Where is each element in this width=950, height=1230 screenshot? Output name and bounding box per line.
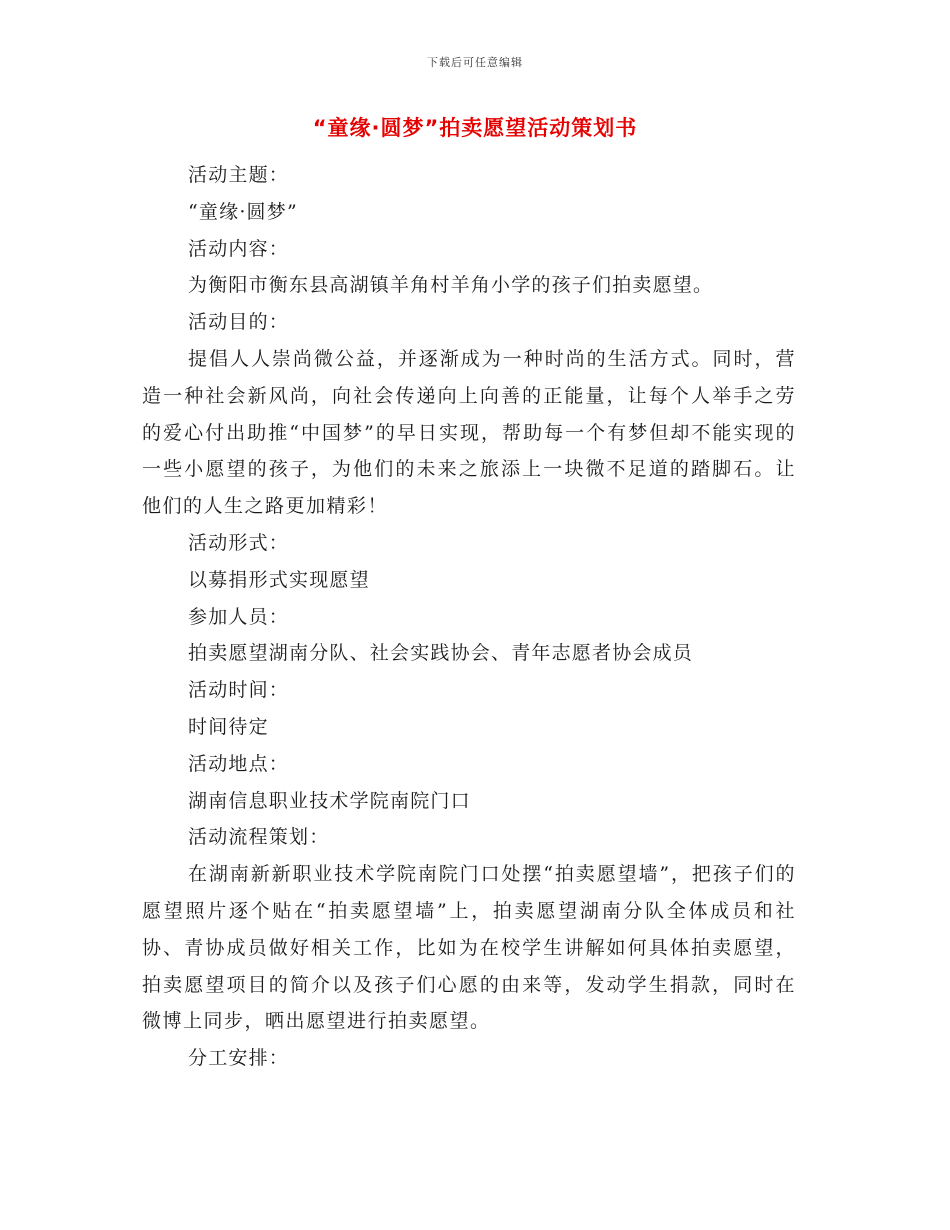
form-label: 活动形式： [188, 531, 290, 554]
theme-label: 活动主题： [188, 164, 290, 186]
content-label: 活动内容： [188, 237, 290, 260]
document-body [142, 157, 796, 1077]
participants-label: 参加人员： [188, 605, 290, 628]
participants-value: 拍卖愿望湖南分队、社会实践协会、青年志愿者协会成员 [188, 642, 694, 665]
theme-value: “童缘·圆梦” [188, 200, 298, 223]
division-label: 分工安排： [188, 1047, 290, 1070]
process-paragraph: 在湖南新新职业技术学院南院门口处摆“拍卖愿望墙”，把孩子们的愿望照片逐个贴在“拍卖愿望墙”上，拍卖愿望湖南分队全体成员和社协、青协成员做好相关工作，比如为在校学生讲解如何具体拍卖愿望，拍卖愿望项目的简介以及孩子们心愿的由来等，发动学生捐款，同时在微博上同步，晒出愿望进行拍卖愿望。 [142, 863, 796, 1033]
location-label: 活动地点： [188, 752, 290, 775]
time-value: 时间待定 [188, 715, 269, 738]
purpose-paragraph: 提倡人人崇尚微公益，并逐渐成为一种时尚的生活方式。同时，营造一种社会新风尚，向社会传递向上向善的正能量，让每个人举手之劳的爱心付出助推“中国梦”的早日实现，帮助每一个有梦但却不能实现的一些小愿望的孩子，为他们的未来之旅添上一块微不足道的踏脚石。让他们的人生之路更加精彩！ [142, 347, 796, 518]
content-value: 为衡阳市衡东县高湖镇羊角村羊角小学的孩子们拍卖愿望。 [188, 274, 714, 297]
time-label: 活动时间： [188, 679, 290, 702]
form-value: 以募捐形式实现愿望 [188, 568, 370, 591]
page-header-note: 下载后可任意编辑 [427, 56, 523, 69]
location-value: 湖南信息职业技术学院南院门口 [188, 789, 471, 812]
document-title: “童缘·圆梦”拍卖愿望活动策划书 [312, 116, 638, 140]
process-label: 活动流程策划： [188, 826, 330, 849]
purpose-label: 活动目的： [188, 311, 290, 334]
